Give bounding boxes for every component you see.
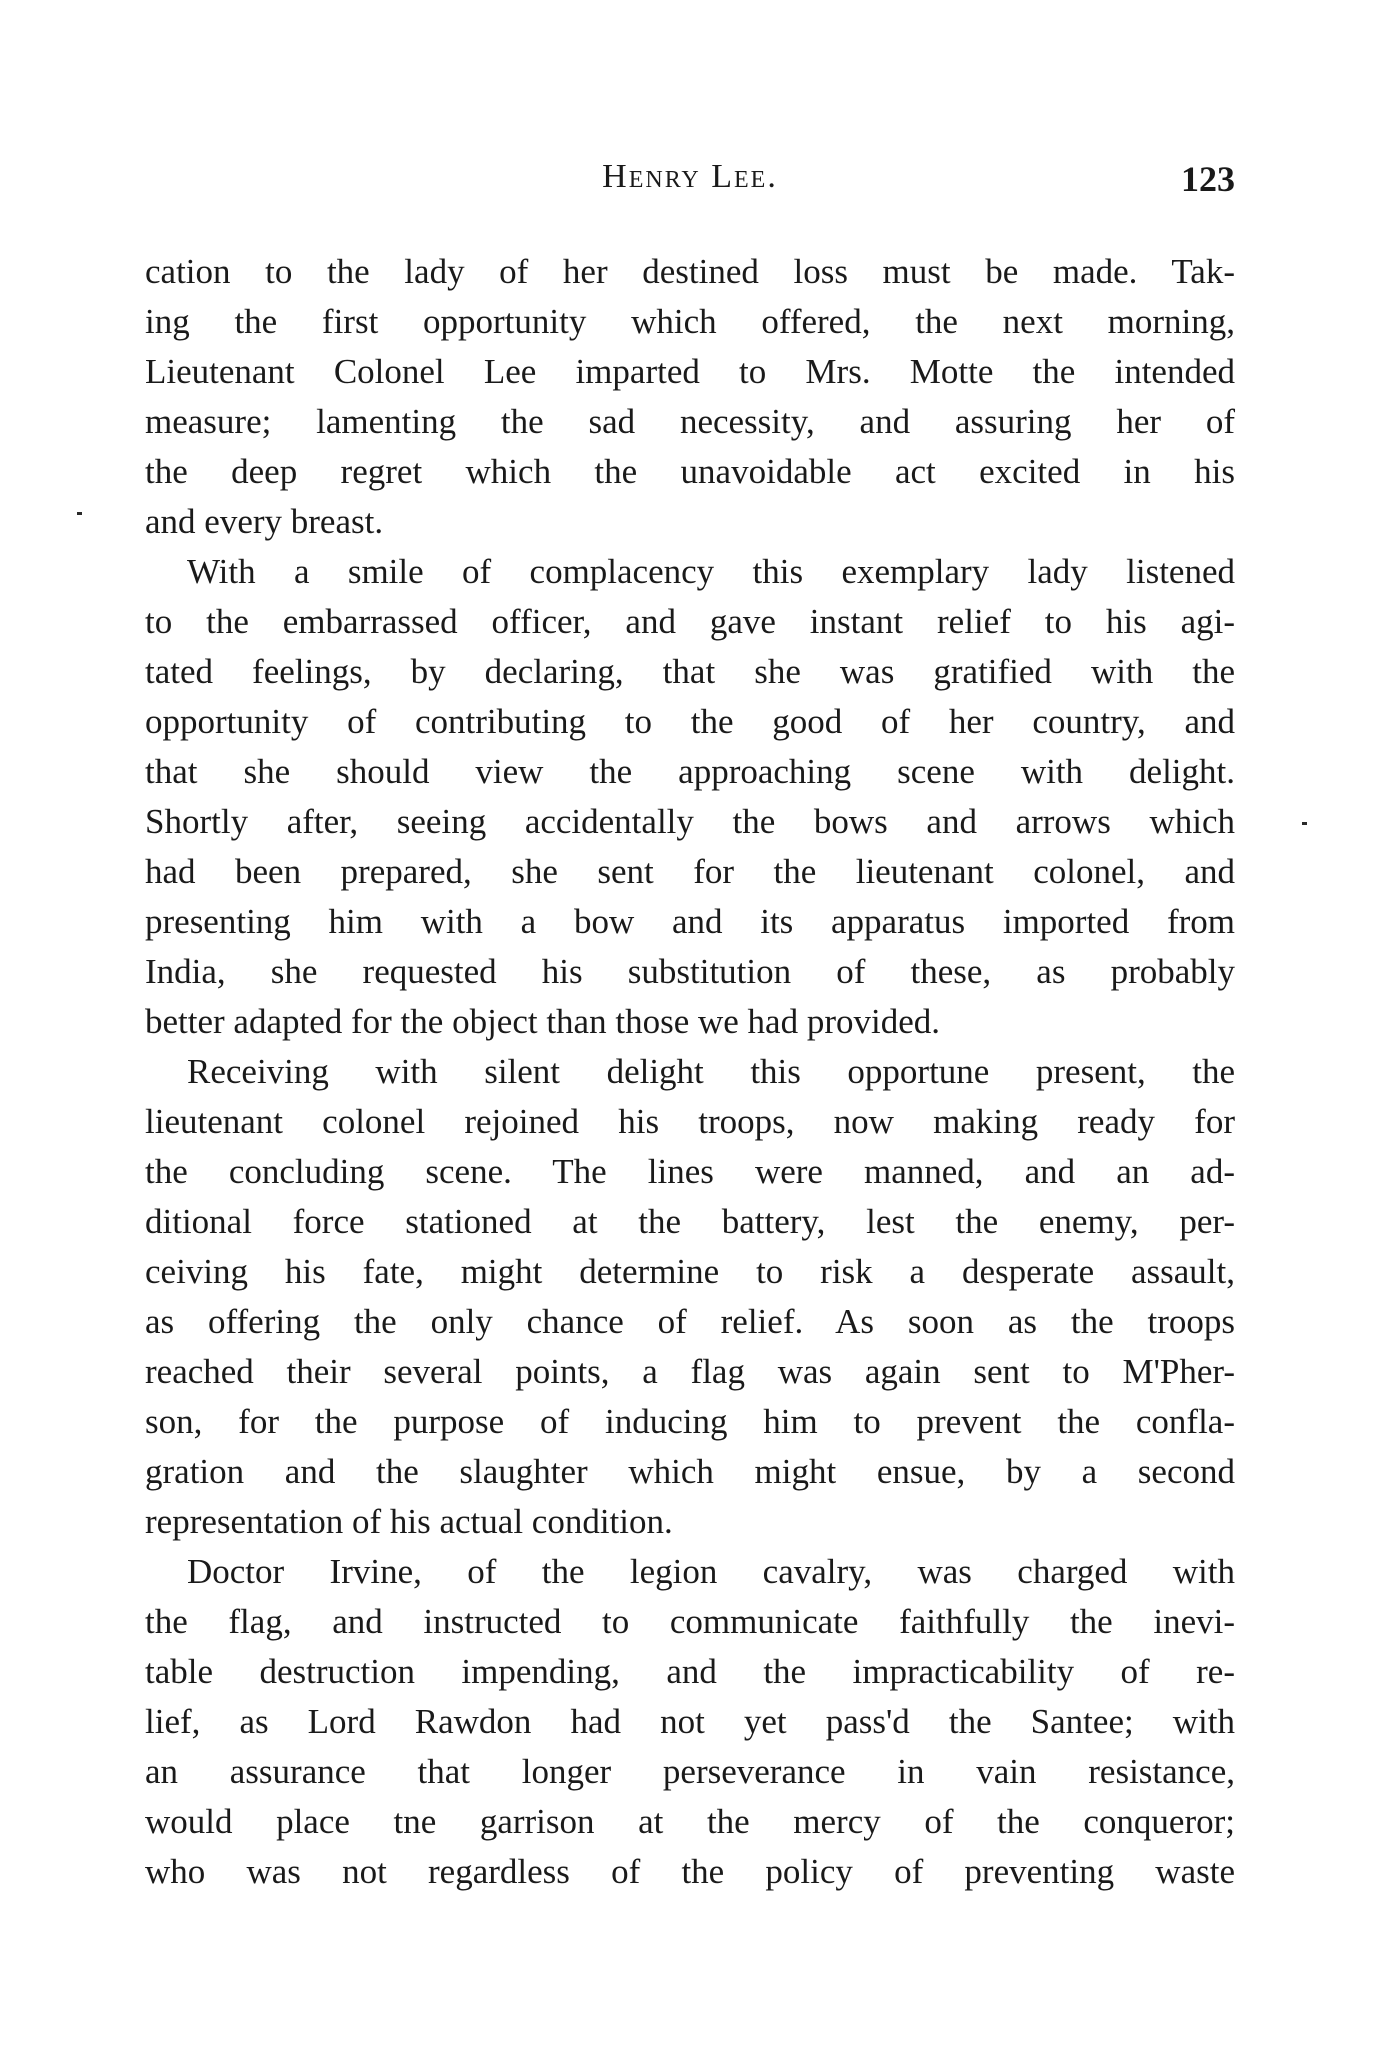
text-line: gration and the slaughter which might ensue, by a second <box>145 1452 1235 1491</box>
text-line: table destruction impending, and the impracticability of re- <box>145 1652 1235 1691</box>
text-line: With a smile of complacency this exemplary lady listened <box>187 552 1235 591</box>
body-text <box>145 247 1235 1897</box>
text-line: tated feelings, by declaring, that she was gratified with the <box>145 652 1235 691</box>
text-line: and every breast. <box>145 502 384 541</box>
print-speck <box>77 512 82 515</box>
text-line: Receiving with silent delight this opportune present, the <box>187 1052 1235 1091</box>
text-line: better adapted for the object than those we had provided. <box>145 1002 940 1041</box>
text-line: presenting him with a bow and its apparatus imported from <box>145 902 1235 941</box>
text-line: would place tne garrison at the mercy of the conqueror; <box>145 1802 1235 1841</box>
text-line: ditional force stationed at the battery, lest the enemy, per- <box>145 1202 1235 1241</box>
text-line: Lieutenant Colonel Lee imparted to Mrs. Motte the intended <box>145 352 1235 391</box>
text-line: ceiving his fate, might determine to risk a desperate assault, <box>145 1252 1235 1291</box>
text-line: son, for the purpose of inducing him to prevent the confla- <box>145 1402 1235 1441</box>
text-line: who was not regardless of the policy of preventing waste <box>145 1852 1235 1891</box>
text-line: opportunity of contributing to the good of her country, and <box>145 702 1235 741</box>
text-line: India, she requested his substitution of these, as probably <box>145 952 1235 991</box>
text-line: that she should view the approaching scene with delight. <box>145 752 1235 791</box>
text-line: cation to the lady of her destined loss must be made. Tak- <box>145 252 1235 291</box>
text-line: the concluding scene. The lines were manned, and an ad- <box>145 1152 1235 1191</box>
text-line: the deep regret which the unavoidable act excited in his <box>145 452 1235 491</box>
text-line: to the embarrassed officer, and gave instant relief to his agi- <box>145 602 1235 641</box>
text-line: ing the first opportunity which offered, the next morning, <box>145 302 1235 341</box>
text-line: the flag, and instructed to communicate faithfully the inevi- <box>145 1602 1235 1641</box>
running-title: Henry Lee. <box>602 158 778 195</box>
text-line: lieutenant colonel rejoined his troops, now making ready for <box>145 1102 1235 1141</box>
text-line: measure; lamenting the sad necessity, and assuring her of <box>145 402 1235 441</box>
text-line: an assurance that longer perseverance in vain resistance, <box>145 1752 1235 1791</box>
text-line: Doctor Irvine, of the legion cavalry, was charged with <box>187 1552 1235 1591</box>
page-header <box>145 158 1235 208</box>
text-line: lief, as Lord Rawdon had not yet pass'd the Santee; with <box>145 1702 1235 1741</box>
text-line: representation of his actual condition. <box>145 1502 673 1541</box>
text-line: Shortly after, seeing accidentally the bows and arrows which <box>145 802 1235 841</box>
text-line: reached their several points, a flag was again sent to M'Pher- <box>145 1352 1235 1391</box>
text-line: had been prepared, she sent for the lieutenant colonel, and <box>145 852 1235 891</box>
print-speck <box>1302 822 1307 825</box>
text-line: as offering the only chance of relief. As soon as the troops <box>145 1302 1235 1341</box>
page-number: 123 <box>1181 159 1235 199</box>
